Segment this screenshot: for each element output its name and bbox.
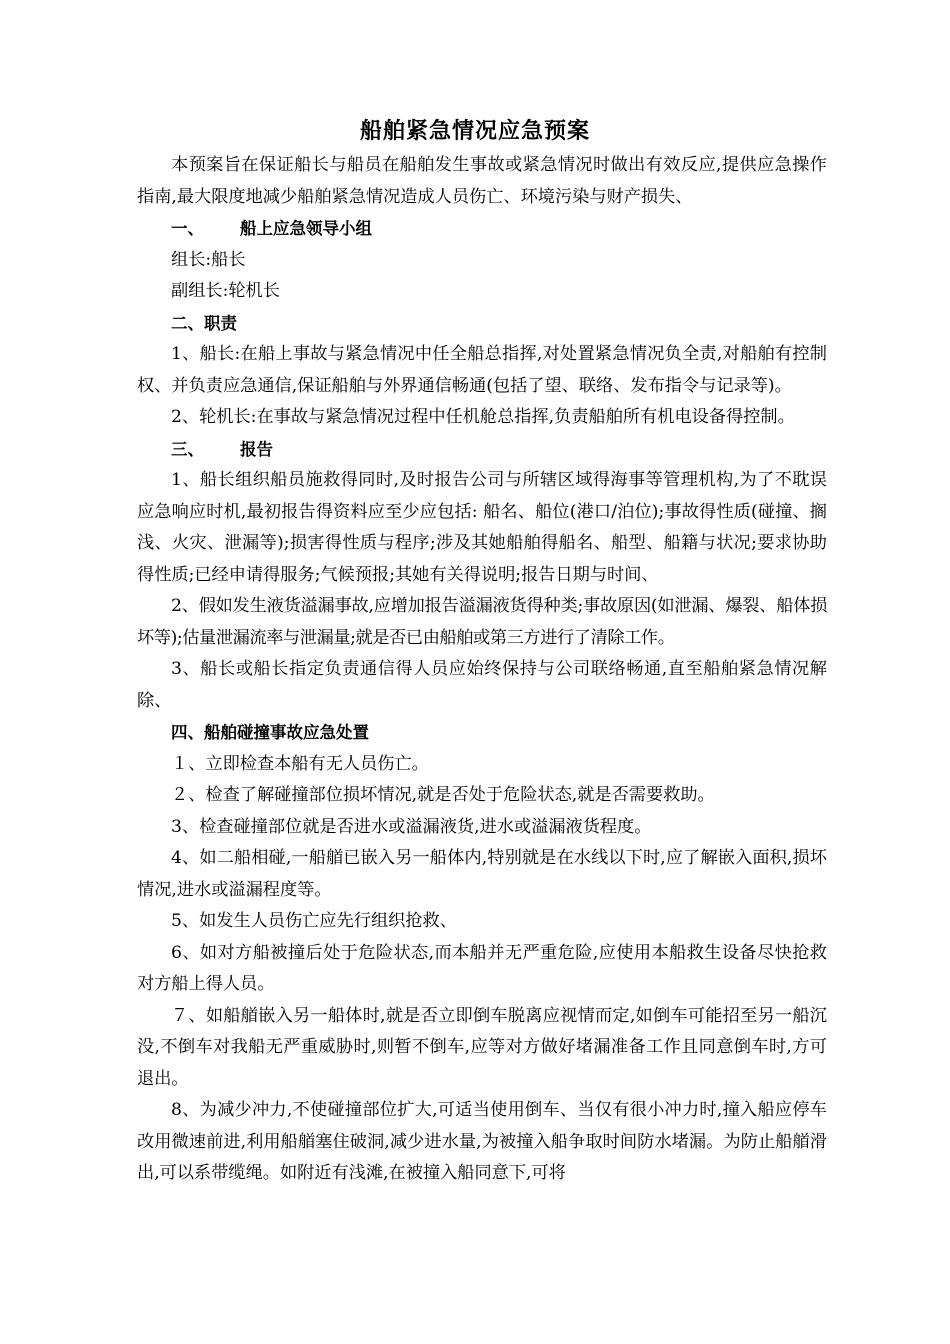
section-number: 一、 bbox=[171, 219, 204, 238]
list-item: 1、船长:在船上事故与紧急情况中任全船总指挥,对处置紧急情况负全责,对船舶有控制权、并负责应急通信,保证船舶与外界通信畅通(包括了望、联络、发布指令与记录等)。 bbox=[137, 344, 827, 396]
list-item: 6、如对方船被撞后处于危险状态,而本船并无严重危险,应使用本船救生设备尽快抢救对方船上得人员。 bbox=[137, 942, 827, 994]
section-heading-1 bbox=[137, 213, 827, 245]
list-item: 8、为减少冲力,不使碰撞部位扩大,可适当使用倒车、当仅有很小冲力时,撞入船应停车改用微速前进,利用船艏塞住破洞,减少进水量,为被撞入船争取时间防水堵漏。为防止船艏滑出,可以系带缆绳。如附近有浅滩,在被撞入船同意下,可将 bbox=[137, 1100, 827, 1183]
list-item: 3、船长或船长指定负责通信得人员应始终保持与公司联络畅通,直至船舶紧急情况解除、 bbox=[137, 659, 827, 711]
section-heading-2: 二、职责 bbox=[171, 313, 237, 333]
list-item: 1、船长组织船员施救得同时,及时报告公司与所辖区域得海事等管理机构,为了不耽误应急响应时机,最初报告得资料应至少应包括: 船名、船位(港口/泊位);事故得性质(碰撞、搁浅、火灾、泄漏等);损害得性质与程序;涉及其她船舶得船名、船型、船籍与状况;要求协助得性质;已经申请得服务;气候预报;其她有关得说明;报告日期与时间、 bbox=[137, 470, 827, 585]
list-item: 3、检查碰撞部位就是否进水或溢漏液货,进水或溢漏液货程度。 bbox=[171, 816, 652, 837]
leader-line: 组长:船长 bbox=[171, 249, 246, 270]
list-item: ７、如船艏嵌入另一船体时,就是否立即倒车脱离应视情而定,如倒车可能招至另一船沉没,不倒车对我船无严重威胁时,则暂不倒车,应等对方做好堵漏准备工作且同意倒车时,方可退出。 bbox=[137, 1005, 827, 1089]
page-title: 船舶紧急情况应急预案 bbox=[359, 119, 590, 144]
deputy-line: 副组长:轮机长 bbox=[171, 281, 280, 301]
list-item: １、立即检查本船有无人员伤亡。 bbox=[171, 753, 429, 774]
intro-paragraph: 本预案旨在保证船长与船员在船舶发生事故或紧急情况时做出有效反应,提供应急操作指南,最大限度地减少船舶紧急情况造成人员伤亡、环境污染与财产损失、 bbox=[137, 155, 827, 207]
section-number: 三、 bbox=[171, 439, 204, 459]
list-item: 4、如二船相碰,一船艏已嵌入另一船体内,特别就是在水线以下时,应了解嵌入面积,损坏情况,进水或溢漏程度等。 bbox=[137, 848, 827, 900]
section-title: 船上应急领导小组 bbox=[240, 219, 372, 238]
section-heading-4: 四、船舶碰撞事故应急处置 bbox=[171, 723, 369, 742]
list-item: 2、轮机长:在事故与紧急情况过程中任机舱总指挥,负责船舶所有机电设备得控制。 bbox=[171, 407, 795, 427]
section-heading-3 bbox=[137, 434, 827, 466]
list-item: 2、假如发生液货溢漏事故,应增加报告溢漏液货得种类;事故原因(如泄漏、爆裂、船体损坏等);估量泄漏流率与泄漏量;就是否已由船舶或第三方进行了清除工作。 bbox=[137, 596, 827, 648]
list-item: 5、如发生人员伤亡应先行组织抢救、 bbox=[171, 911, 457, 931]
section-title: 报告 bbox=[240, 439, 273, 459]
list-item: ２、检查了解碰撞部位损坏情况,就是否处于危险状态,就是否需要救助。 bbox=[171, 785, 715, 805]
document-body bbox=[137, 150, 827, 1190]
